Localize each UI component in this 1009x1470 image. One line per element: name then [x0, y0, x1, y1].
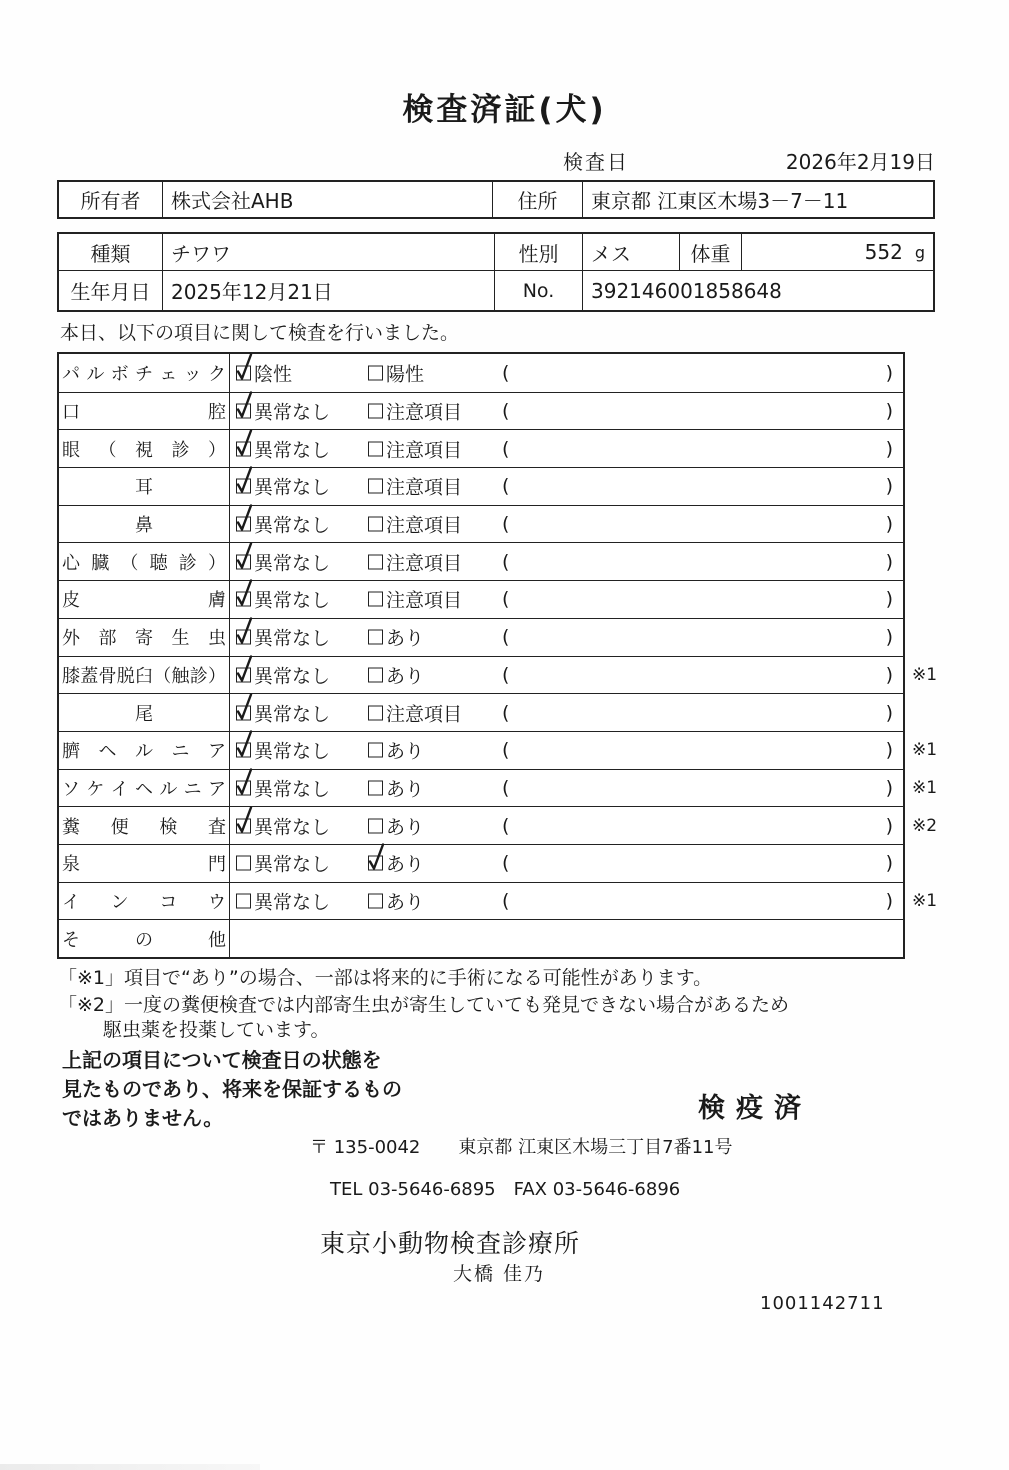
- remarks-paren-open: (: [502, 513, 510, 536]
- page-title: 検査済証(犬): [402, 92, 607, 128]
- exam-item-label: 眼 （ 視 診 ）: [59, 430, 230, 467]
- exam-row-content: [230, 354, 903, 392]
- checkbox-icon: [368, 365, 383, 380]
- option-label: 異常なし: [254, 439, 331, 462]
- checkbox-option: [368, 699, 462, 726]
- birthdate-value: 2025年12月21日: [162, 271, 494, 310]
- weight-value: [741, 234, 937, 270]
- reference-note: ※1: [912, 777, 938, 798]
- check-mark-icon: [234, 766, 255, 796]
- checkbox-option: [236, 548, 330, 575]
- checkbox-icon: [368, 705, 383, 720]
- checkbox-checked-icon: [236, 780, 251, 795]
- owner-value: 株式会社AHB: [162, 182, 492, 217]
- option-label: 異常なし: [254, 589, 331, 612]
- exam-row: [59, 769, 938, 807]
- option-label: 陰性: [254, 363, 293, 386]
- exam-item-label: 泉 門: [59, 845, 230, 882]
- exam-row: [59, 429, 903, 467]
- exam-row-content: [230, 506, 903, 543]
- check-mark-icon: [234, 427, 255, 457]
- check-mark-icon: [234, 616, 255, 646]
- checkbox-option: [368, 398, 462, 425]
- veterinarian-name: 大橋 佳乃: [453, 1263, 546, 1285]
- reference-note: ※1: [912, 890, 938, 911]
- exam-item-label: 臍 ヘ ル ニ ア: [59, 732, 230, 769]
- remarks-paren-open: (: [502, 400, 510, 423]
- option-label: あり: [386, 891, 425, 914]
- option-label: あり: [386, 665, 425, 688]
- quarantine-passed-stamp: 検疫済: [698, 1093, 812, 1124]
- check-mark-icon: [234, 540, 255, 570]
- remarks-paren-close: ): [885, 437, 893, 460]
- checkbox-option: [236, 435, 330, 462]
- option-label: 異常なし: [254, 552, 331, 575]
- checkbox-option: [368, 624, 424, 651]
- sex-label: 性別: [494, 234, 582, 270]
- checkbox-icon: [368, 554, 383, 569]
- option-label: 異常なし: [254, 401, 331, 424]
- option-label: 異常なし: [254, 778, 331, 801]
- exam-row: [59, 618, 903, 656]
- weight-unit: g: [914, 242, 925, 262]
- exam-row: [59, 844, 903, 882]
- exam-row: [59, 731, 938, 769]
- checkbox-option: [368, 586, 462, 613]
- option-label: 注意項目: [386, 552, 463, 575]
- exam-row: [59, 806, 938, 844]
- remarks-paren-close: ): [885, 814, 893, 837]
- option-label: 異常なし: [254, 665, 331, 688]
- exam-item-label: 糞 便 検 査: [59, 807, 230, 844]
- remarks-paren-close: ): [885, 739, 893, 762]
- clinic-phone-line: [330, 1179, 680, 1200]
- checkbox-option: [236, 359, 292, 386]
- checkbox-checked-icon: [368, 856, 383, 871]
- intro-text: 本日、以下の項目に関して検査を行いました。: [60, 322, 460, 344]
- exam-item-label: ソ ケ イ ヘ ル ニ ア: [59, 770, 230, 807]
- checkbox-icon: [368, 667, 383, 682]
- checkbox-option: [236, 624, 330, 651]
- reference-note: ※2: [912, 815, 938, 836]
- clinic-name: 東京小動物検査診療所: [320, 1229, 581, 1258]
- option-label: 陽性: [386, 363, 425, 386]
- checkbox-option: [368, 473, 462, 500]
- remarks-paren-open: (: [502, 739, 510, 762]
- exam-row: [59, 580, 903, 618]
- scan-artifact: [0, 1464, 260, 1470]
- checkbox-option: [368, 850, 424, 877]
- remarks-paren-open: (: [502, 588, 510, 611]
- exam-row: [59, 467, 903, 505]
- check-mark-icon: [234, 351, 255, 381]
- checkbox-option: [368, 359, 424, 386]
- checkbox-icon: [368, 517, 383, 532]
- option-label: 異常なし: [254, 853, 331, 876]
- checkbox-checked-icon: [236, 365, 251, 380]
- exam-row-content: [230, 430, 903, 467]
- checkbox-icon: [236, 893, 251, 908]
- document-number: 1001142711: [760, 1293, 885, 1314]
- clinic-tel: TEL 03-5646-6895: [330, 1179, 496, 1200]
- remarks-paren-open: (: [502, 550, 510, 573]
- checkbox-option: [236, 737, 330, 764]
- remarks-paren-close: ): [885, 889, 893, 912]
- option-label: あり: [386, 853, 425, 876]
- exam-item-label: 鼻: [59, 506, 230, 543]
- birthdate-label: 生年月日: [70, 280, 151, 304]
- check-mark-icon: [366, 842, 387, 872]
- checkbox-checked-icon: [236, 441, 251, 456]
- exam-row-content: [230, 770, 903, 807]
- inspection-date-label: 検査日: [563, 150, 629, 174]
- checkbox-checked-icon: [236, 592, 251, 607]
- exam-row-content: [230, 920, 903, 957]
- exam-item-label: そ の 他: [59, 920, 230, 957]
- id-number-label: No.: [494, 271, 582, 310]
- checkbox-icon: [368, 630, 383, 645]
- exam-item-label: 尾: [59, 694, 230, 731]
- reference-note: ※1: [912, 740, 938, 761]
- exam-row: [59, 542, 903, 580]
- postal-code: 〒 135-0042: [310, 1137, 421, 1158]
- remarks-paren-close: ): [885, 663, 893, 686]
- birth-info-row: [57, 271, 935, 312]
- checkbox-option: [368, 511, 462, 538]
- checkbox-option: [368, 887, 424, 914]
- exam-item-label: 耳: [59, 468, 230, 505]
- owner-label: 所有者: [80, 189, 141, 213]
- exam-row-content: [230, 581, 903, 618]
- weight-label: 体重: [679, 234, 741, 270]
- option-label: 異常なし: [254, 627, 331, 650]
- exam-item-label: 外 部 寄 生 虫: [59, 619, 230, 656]
- check-mark-icon: [234, 729, 255, 759]
- exam-row-content: [230, 657, 903, 694]
- check-mark-icon: [234, 578, 255, 608]
- clinic-fax: FAX 03-5646-6896: [513, 1179, 681, 1200]
- option-label: 異常なし: [254, 740, 331, 763]
- disclaimer-line: 見たものであり、将来を保証するもの: [62, 1077, 402, 1101]
- exam-row-content: [230, 468, 903, 505]
- breed-label: 種類: [90, 241, 131, 266]
- exam-row-content: [230, 807, 903, 844]
- disclaimer-line: ではありません。: [62, 1106, 224, 1130]
- check-mark-icon: [234, 390, 255, 420]
- footnote-1: 「※1」項目で“あり”の場合、一部は将来的に手術になる可能性があります。: [58, 967, 713, 989]
- check-mark-icon: [234, 804, 255, 834]
- disclaimer-line: 上記の項目について検査日の状態を: [62, 1048, 382, 1072]
- clinic-address-line: [310, 1133, 732, 1159]
- exam-row: [59, 919, 903, 957]
- exam-item-label: 口 腔: [59, 393, 230, 430]
- checkbox-option: [236, 661, 330, 688]
- checkbox-icon: [368, 780, 383, 795]
- checkbox-icon: [368, 818, 383, 833]
- footnote-2: 「※2」一度の糞便検査では内部寄生虫が寄生していても発見できない場合があるため: [58, 994, 790, 1016]
- remarks-paren-open: (: [502, 814, 510, 837]
- remarks-paren-close: ): [885, 852, 893, 875]
- option-label: 注意項目: [386, 439, 463, 462]
- option-label: あり: [386, 627, 425, 650]
- option-label: 異常なし: [254, 816, 331, 839]
- remarks-paren-close: ): [885, 475, 893, 498]
- checkbox-checked-icon: [236, 705, 251, 720]
- remarks-paren-close: ): [885, 701, 893, 724]
- checkbox-checked-icon: [236, 479, 251, 494]
- exam-row: [59, 392, 903, 430]
- exam-item-label: パ ル ボ チ ェ ッ ク: [59, 354, 230, 392]
- checkbox-icon: [368, 479, 383, 494]
- checkbox-icon: [368, 592, 383, 607]
- remarks-paren-close: ): [885, 400, 893, 423]
- checkbox-option: [236, 774, 330, 801]
- exam-row-content: [230, 732, 903, 769]
- footnote-2-continued: 駆虫薬を投薬しています。: [103, 1019, 330, 1041]
- remarks-paren-open: (: [502, 475, 510, 498]
- exam-item-label: イ ン コ ウ: [59, 883, 230, 920]
- remarks-paren-open: (: [502, 776, 510, 799]
- exam-row-content: [230, 619, 903, 656]
- remarks-paren-open: (: [502, 361, 510, 384]
- remarks-paren-close: ): [885, 361, 893, 384]
- checkbox-option: [236, 850, 330, 877]
- checkbox-icon: [368, 893, 383, 908]
- checkbox-checked-icon: [236, 743, 251, 758]
- clinic-address: 東京都 江東区木場三丁目7番11号: [458, 1137, 733, 1158]
- check-mark-icon: [234, 465, 255, 495]
- remarks-paren-close: ): [885, 588, 893, 611]
- exam-row-content: [230, 393, 903, 430]
- remarks-paren-close: ): [885, 776, 893, 799]
- remarks-paren-close: ): [885, 550, 893, 573]
- address-value: 東京都 江東区木場3－7－11: [582, 182, 937, 217]
- remarks-paren-open: (: [502, 701, 510, 724]
- checkbox-option: [236, 812, 330, 839]
- inspection-date-value: 2026年2月19日: [785, 150, 935, 174]
- remarks-paren-close: ): [885, 626, 893, 649]
- address-label: 住所: [492, 182, 582, 217]
- breed-value: チワワ: [162, 234, 494, 270]
- exam-row: [59, 354, 903, 392]
- remarks-paren-close: ): [885, 513, 893, 536]
- option-label: あり: [386, 778, 425, 801]
- check-mark-icon: [234, 653, 255, 683]
- option-label: 注意項目: [386, 589, 463, 612]
- checkbox-checked-icon: [236, 554, 251, 569]
- weight-number: 552: [864, 240, 903, 264]
- remarks-paren-open: (: [502, 663, 510, 686]
- check-mark-icon: [234, 503, 255, 533]
- remarks-paren-open: (: [502, 626, 510, 649]
- exam-row: [59, 656, 938, 694]
- exam-row-content: [230, 883, 903, 920]
- option-label: 注意項目: [386, 703, 463, 726]
- checkbox-icon: [236, 856, 251, 871]
- remarks-paren-open: (: [502, 852, 510, 875]
- checkbox-option: [368, 548, 462, 575]
- checkbox-option: [236, 398, 330, 425]
- id-number-value: 392146001858648: [582, 271, 937, 310]
- checkbox-checked-icon: [236, 630, 251, 645]
- option-label: 異常なし: [254, 703, 331, 726]
- exam-row: [59, 505, 903, 543]
- checkbox-option: [368, 774, 424, 801]
- checkbox-checked-icon: [236, 667, 251, 682]
- checkbox-checked-icon: [236, 517, 251, 532]
- checkbox-checked-icon: [236, 404, 251, 419]
- sex-value: メス: [582, 234, 679, 270]
- checkbox-option: [368, 812, 424, 839]
- checkbox-option: [368, 661, 424, 688]
- checkbox-icon: [368, 743, 383, 758]
- exam-row-content: [230, 543, 903, 580]
- reference-note: ※1: [912, 664, 938, 685]
- exam-row: [59, 882, 938, 920]
- remarks-paren-open: (: [502, 889, 510, 912]
- option-label: あり: [386, 740, 425, 763]
- exam-item-label: 心 臓 （ 聴 診 ）: [59, 543, 230, 580]
- checkbox-option: [368, 737, 424, 764]
- option-label: あり: [386, 816, 425, 839]
- checkbox-option: [236, 473, 330, 500]
- checkbox-option: [236, 511, 330, 538]
- exam-item-label: 膝 蓋 骨 脱 臼 （ 触 診 ）: [59, 657, 230, 694]
- option-label: 注意項目: [386, 476, 463, 499]
- checkbox-checked-icon: [236, 818, 251, 833]
- exam-item-label: 皮 膚: [59, 581, 230, 618]
- checkbox-icon: [368, 404, 383, 419]
- option-label: 異常なし: [254, 891, 331, 914]
- remarks-paren-open: (: [502, 437, 510, 460]
- owner-table: [57, 180, 935, 219]
- exam-row: [59, 693, 903, 731]
- exam-row-content: [230, 694, 903, 731]
- checkbox-icon: [368, 441, 383, 456]
- checkbox-option: [236, 586, 330, 613]
- pet-info-row: [57, 232, 935, 272]
- check-mark-icon: [234, 691, 255, 721]
- option-label: 注意項目: [386, 401, 463, 424]
- disclaimer-text: [62, 1046, 402, 1133]
- checkbox-option: [368, 435, 462, 462]
- checkbox-option: [236, 699, 330, 726]
- option-label: 異常なし: [254, 476, 331, 499]
- option-label: 注意項目: [386, 514, 463, 537]
- exam-table: [57, 352, 938, 959]
- checkbox-option: [236, 887, 330, 914]
- option-label: 異常なし: [254, 514, 331, 537]
- exam-row-content: [230, 845, 903, 882]
